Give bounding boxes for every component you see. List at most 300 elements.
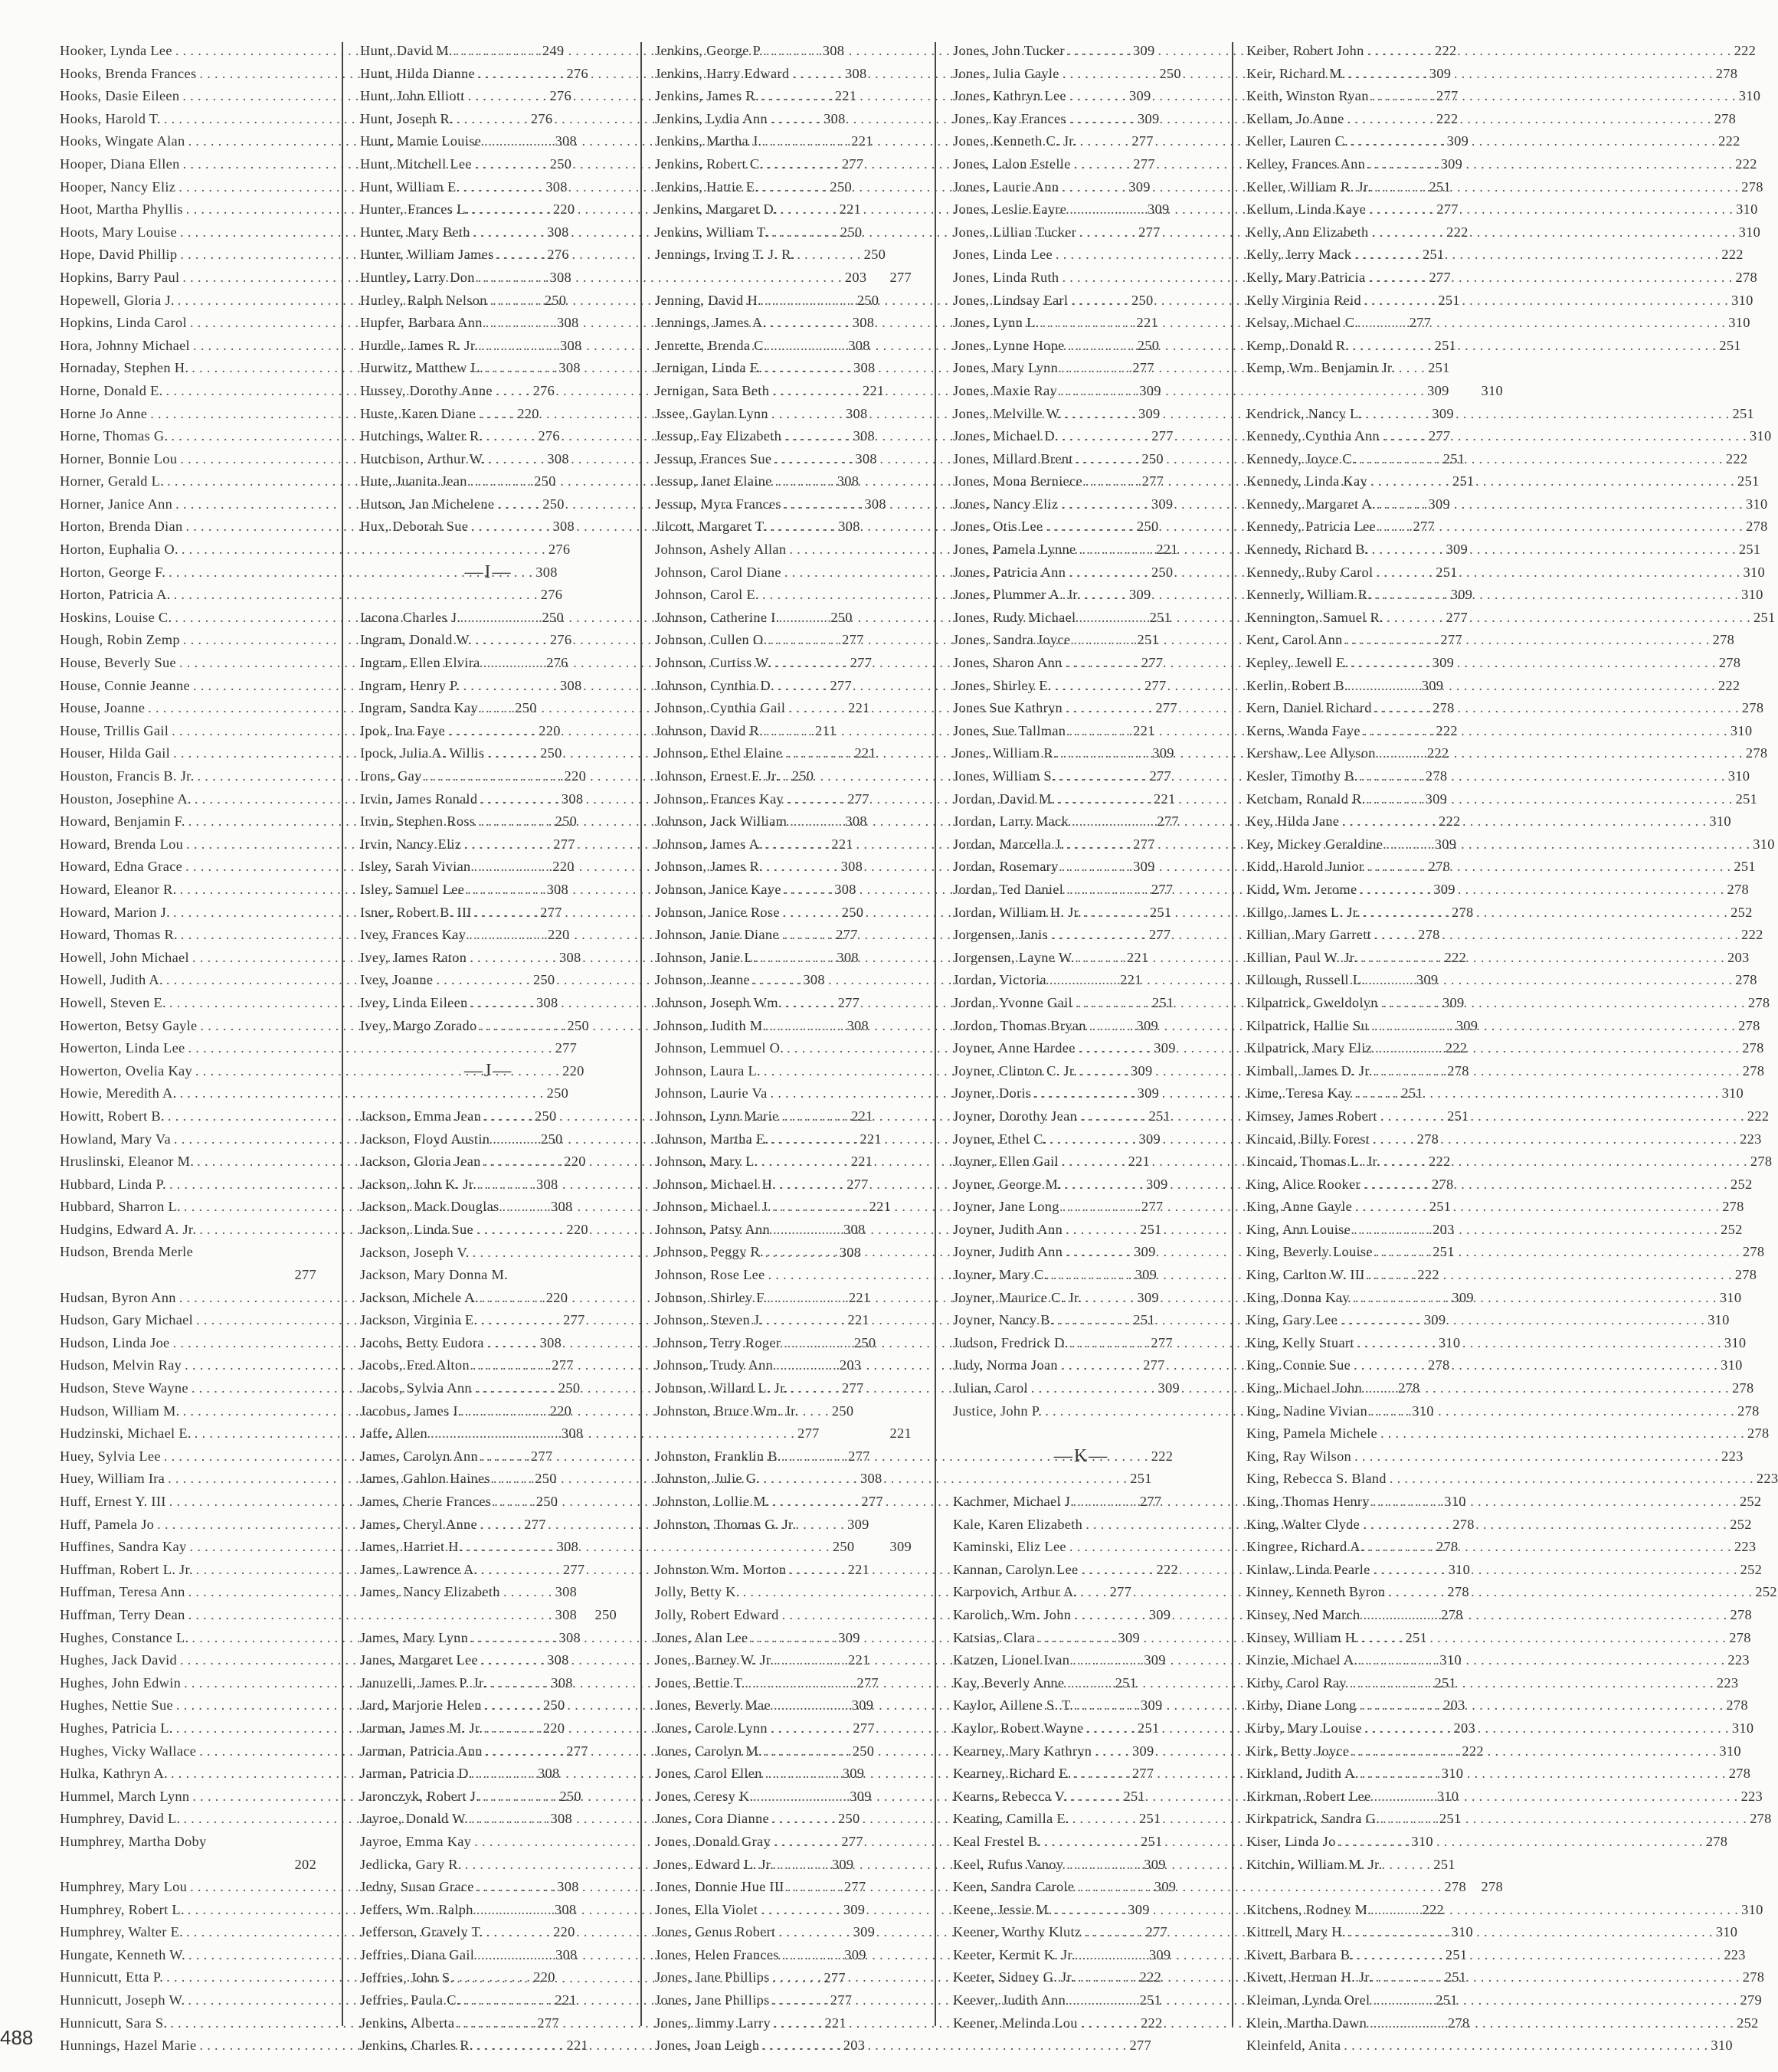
entry-page: 278 bbox=[1742, 1040, 1764, 1056]
entry-name: Jackson, Michele A. bbox=[360, 1289, 479, 1305]
entry-name: Hux, Deborah Sue bbox=[360, 519, 469, 535]
index-entry bbox=[60, 1060, 584, 1083]
entry-page: 250 bbox=[515, 700, 537, 716]
entry-name: Horne Jo Anne bbox=[60, 405, 148, 421]
entry-page: 309 bbox=[1146, 1176, 1168, 1192]
index-entry bbox=[1246, 470, 1760, 493]
entry-page: 278 bbox=[1714, 110, 1737, 126]
leader-dots bbox=[1354, 1332, 1724, 1355]
leader-dots bbox=[1370, 1128, 1740, 1151]
index-entry bbox=[1246, 607, 1776, 630]
index-entry bbox=[1246, 902, 1753, 925]
entry-page: 309 bbox=[1450, 587, 1473, 603]
leader-dots bbox=[1336, 1831, 1706, 1854]
entry-name: Jones, Beverly Mae bbox=[655, 1697, 771, 1714]
entry-page: 221 bbox=[860, 1131, 882, 1147]
entry-page: 308 bbox=[558, 360, 581, 376]
entry-name: Humphrey, Walter E. bbox=[60, 1924, 184, 1940]
entry-page: 203 bbox=[1727, 949, 1750, 965]
entry-name: Jacobs, Betty Eudora bbox=[360, 1334, 484, 1350]
entry-name: Klein, Martha Dawn bbox=[1246, 2015, 1367, 2031]
entry-name: Hunt, Mamie Louise bbox=[360, 133, 482, 149]
entry-name: Jedny, Susan Grace bbox=[360, 1879, 474, 1895]
entry-page: 309 bbox=[1132, 1743, 1154, 1759]
index-entry bbox=[1246, 1627, 1751, 1650]
entry-name: Joyner, Nancy B. bbox=[953, 1312, 1054, 1328]
entry-name: Johnson, Martha E. bbox=[655, 1131, 769, 1147]
entry-name: Isley, Samuel Lee bbox=[360, 881, 465, 897]
entry-name: Kinsey, William H. bbox=[1246, 1629, 1360, 1645]
index-entry bbox=[1246, 1944, 1746, 1967]
entry-name: Johnson, Jeanne bbox=[655, 972, 751, 988]
entry-name: Joyner, Ethel C. bbox=[953, 1131, 1047, 1147]
entry-page: 252 bbox=[1740, 1561, 1763, 1577]
entry-page: 220 bbox=[552, 201, 575, 218]
entry-page: 221 bbox=[566, 2038, 588, 2054]
entry-name: Kemp, Wm. Benjamin Jr. bbox=[1246, 360, 1396, 376]
index-entry bbox=[1246, 2012, 1759, 2035]
entry-name: Hopkins, Barry Paul bbox=[60, 269, 180, 285]
entry-name: Kaylor, Aillene S. T. bbox=[953, 1697, 1074, 1714]
entry-page: 250 bbox=[567, 1017, 590, 1033]
entry-page: 277 bbox=[555, 1040, 578, 1056]
entry-page: 250 bbox=[1137, 337, 1160, 353]
leader-dots bbox=[759, 2034, 1129, 2057]
entry-name: Jacobus, James I. bbox=[360, 1403, 462, 1419]
entry-name: Kennedy, Cynthia Ann bbox=[1246, 428, 1380, 444]
index-entry bbox=[1246, 584, 1763, 607]
leader-dots bbox=[1366, 788, 1736, 811]
entry-page: 223 bbox=[1740, 1131, 1762, 1147]
entry-name: Keir, Richard M. bbox=[1246, 65, 1346, 81]
entry-name: Jones, Ceresy K. bbox=[655, 1788, 754, 1804]
entry-name: Jennings, Irving T. J. R. bbox=[655, 247, 795, 263]
leader-dots bbox=[1349, 652, 1719, 675]
leader-dots bbox=[1349, 335, 1719, 358]
entry-page: 309 bbox=[1421, 677, 1444, 693]
entry-name: Jordan, Marcella J. bbox=[953, 836, 1065, 852]
entry-name: Jorgensen, Layne W. bbox=[953, 949, 1075, 965]
entry-name: Horton, Brenda Dian bbox=[60, 519, 183, 535]
entry-page: 308 bbox=[546, 881, 569, 897]
entry-name: Jones, Lynn L. bbox=[953, 315, 1040, 331]
entry-name: Hooper, Nancy Eliz bbox=[60, 178, 176, 195]
entry-page: 278 bbox=[1452, 904, 1474, 920]
entry-page: 309 bbox=[1432, 655, 1455, 671]
index-entry bbox=[1246, 40, 1757, 63]
entry-name: Hurley, Ralph Nelson bbox=[360, 292, 487, 308]
entry-name: Hubbard, Linda P. bbox=[60, 1176, 166, 1192]
entry-name: Jordan, Rosemary bbox=[953, 859, 1059, 875]
entry-name: Hopkins, Linda Carol bbox=[60, 315, 187, 331]
entry-name: King, Thomas Henry bbox=[1246, 1494, 1370, 1509]
entry-name: Hooper, Diana Ellen bbox=[60, 155, 180, 172]
entry-name: Hute, Juanita Jean bbox=[360, 473, 467, 489]
entry-name: Jolly, Betty K. bbox=[655, 1584, 740, 1600]
entry-name: Jones, Maxie Ray bbox=[953, 382, 1058, 398]
index-entry bbox=[1246, 425, 1772, 448]
leader-dots bbox=[1370, 1786, 1740, 1808]
entry-page: 308 bbox=[845, 813, 867, 830]
index-entry bbox=[1246, 1717, 1754, 1740]
entry-name: Kiser, Linda Jo bbox=[1246, 1833, 1336, 1849]
index-entry bbox=[1246, 1854, 1503, 1899]
entry-page: 309 bbox=[1128, 178, 1151, 195]
leader-dots bbox=[1378, 992, 1748, 1015]
entry-name: James, Carolyn Ann bbox=[360, 1448, 479, 1464]
entry-name: Kleinfeld, Anita bbox=[1246, 2038, 1341, 2054]
entry-name: Jones, Lillian Tucker bbox=[953, 224, 1077, 240]
entry-page: 222 bbox=[1718, 133, 1740, 149]
entry-page: 308 bbox=[556, 1539, 579, 1555]
entry-name: King, Ann Louise bbox=[1246, 1221, 1351, 1237]
entry-page: 308 bbox=[803, 972, 825, 988]
entry-name: Humphrey, Martha Doby bbox=[60, 1833, 207, 1849]
index-entry bbox=[1246, 1604, 1753, 1627]
leader-dots bbox=[1369, 85, 1739, 108]
entry-name: Johnson, Ethel Elaine bbox=[655, 745, 783, 761]
entry-name: Johnson, Carol Diane bbox=[655, 564, 781, 580]
entry-name: Keller, William R. Jr. bbox=[1246, 178, 1372, 195]
index-entry bbox=[1246, 1354, 1743, 1377]
entry-page: 310 bbox=[1731, 292, 1753, 308]
entry-name: Katsias, Clara bbox=[953, 1629, 1036, 1645]
entry-name: Kincaid, Thomas L. Jr. bbox=[1246, 1154, 1380, 1170]
index-entry bbox=[360, 1422, 820, 1445]
entry-name: Kerlin, Robert B. bbox=[1246, 677, 1348, 693]
entry-name: Jones, Ella Violet bbox=[655, 1901, 758, 1917]
entry-page: 309 bbox=[1154, 1040, 1176, 1056]
leader-dots bbox=[1365, 267, 1735, 290]
index-entry bbox=[1246, 833, 1775, 856]
entry-page: 222 bbox=[1741, 927, 1763, 943]
entry-name: Jenkins, Harry Edward bbox=[655, 65, 790, 81]
entry-page: 277 bbox=[562, 1561, 585, 1577]
entry-name: Johnson, Curtiss W. bbox=[655, 655, 771, 671]
entry-page: 222 bbox=[1721, 247, 1744, 263]
entry-name: Hudson, Steve Wayne bbox=[60, 1380, 188, 1396]
index-entry bbox=[1246, 1082, 1744, 1105]
entry-page: 278 bbox=[1715, 65, 1738, 81]
entry-page: 310 bbox=[1438, 1334, 1461, 1350]
entry-page: 277 bbox=[1141, 473, 1164, 489]
entry-name: James, Mary Lynn bbox=[360, 1629, 469, 1645]
entry-name: Hooks, Wingate Alan bbox=[60, 133, 185, 149]
entry-name: Joyner, Anne Hardee bbox=[953, 1040, 1076, 1056]
entry-page: 220 bbox=[545, 1289, 568, 1305]
index-entry bbox=[1246, 1309, 1730, 1332]
index-entry bbox=[1246, 221, 1761, 244]
entry-name: Kendrick, Nancy L. bbox=[1246, 405, 1363, 421]
entry-page: 250 bbox=[542, 609, 564, 625]
entry-page: 223 bbox=[1721, 1448, 1744, 1464]
entry-page: 309 bbox=[1434, 836, 1457, 852]
entry-page: 308 bbox=[834, 881, 856, 897]
entry-page: 220 bbox=[548, 927, 570, 943]
leader-dots bbox=[1380, 1808, 1750, 1831]
entry-name: Kingree, Richard A. bbox=[1246, 1539, 1364, 1555]
index-entry bbox=[953, 1876, 1466, 1899]
leader-dots bbox=[1339, 810, 1709, 833]
index-entry bbox=[1246, 1831, 1728, 1854]
entry-name: Hughes, Patricia L. bbox=[60, 1720, 173, 1736]
entry-name: Horton, George F. bbox=[60, 564, 166, 580]
index-entry bbox=[1246, 1786, 1763, 1808]
entry-page: 250 bbox=[856, 292, 879, 308]
entry-page: 278 bbox=[1742, 1062, 1765, 1079]
entry-page: 222 bbox=[1445, 1040, 1468, 1056]
entry-name: House, Trillis Gail bbox=[60, 722, 169, 738]
entry-name: Jones, Rudy Michael bbox=[953, 609, 1076, 625]
entry-name: Jackson, Linda Sue bbox=[360, 1221, 473, 1237]
entry-page: 277 bbox=[848, 1448, 870, 1464]
entry-page: 309 bbox=[1429, 65, 1452, 81]
entry-name: Hughes, Constance L. bbox=[60, 1629, 189, 1645]
leader-dots bbox=[1369, 538, 1739, 561]
entry-page: 310 bbox=[1721, 1357, 1743, 1373]
entry-page: 278 bbox=[1747, 994, 1770, 1010]
entry-name: Hunter, William James bbox=[360, 247, 494, 263]
entry-page: 251 bbox=[1434, 1674, 1456, 1691]
leader-dots bbox=[1371, 176, 1741, 199]
entry-name: Jarman, Patricia D. bbox=[360, 1766, 473, 1782]
leader-dots bbox=[1376, 516, 1746, 538]
entry-page: 278 bbox=[1447, 2015, 1470, 2031]
entry-name: James, Harriet H. bbox=[360, 1539, 463, 1555]
entry-page: 221 bbox=[834, 88, 857, 104]
entry-page: 249 bbox=[542, 43, 565, 58]
entry-name: Kennedy, Ruby Carol bbox=[1246, 564, 1374, 580]
index-entry bbox=[1246, 290, 1753, 313]
leader-dots bbox=[1352, 1196, 1722, 1219]
entry-page: 276 bbox=[549, 632, 572, 648]
entry-page: 277 bbox=[1409, 315, 1432, 331]
entry-page: 308 bbox=[554, 1901, 577, 1917]
entry-page: 251 bbox=[1115, 1674, 1138, 1691]
entry-name: Hupfer, Barbara Ann bbox=[360, 315, 483, 331]
entry-name: Kellam, Jo Anne bbox=[1246, 110, 1344, 126]
entry-name: Jones, Laurie Ann bbox=[953, 178, 1059, 195]
entry-page: 309 bbox=[1425, 791, 1448, 807]
entry-name: Keever, Judith Ann bbox=[953, 1992, 1066, 2008]
entry-name: Kesler, Timothy B. bbox=[1246, 768, 1358, 784]
entry-page: 278 bbox=[1481, 1879, 1503, 1895]
entry-page: 251 bbox=[1139, 1992, 1162, 2008]
entry-name: Hubbard, Sharron L. bbox=[60, 1199, 181, 1215]
entry-name: Jones, John Tucker bbox=[953, 43, 1065, 58]
index-entry bbox=[1246, 493, 1768, 516]
entry-name: Jackson, Emma Jean bbox=[360, 1108, 482, 1124]
leader-dots bbox=[1373, 1966, 1743, 1989]
entry-page: 308 bbox=[560, 337, 582, 353]
index-entry bbox=[1246, 947, 1750, 970]
entry-name: Ingram, Donald W. bbox=[360, 632, 473, 648]
entry-page: 250 bbox=[1141, 450, 1164, 466]
entry-name: Kinlaw, Linda Pearle bbox=[1246, 1561, 1370, 1577]
entry-page: 250 bbox=[535, 1471, 557, 1487]
entry-name: Jenkins, Margaret D. bbox=[655, 201, 778, 218]
entry-name: Jarman, James M. Jr. bbox=[360, 1720, 483, 1736]
entry-name: Hooks, Dasie Eileen bbox=[60, 88, 180, 104]
entry-name: Jenkins, Charles R. bbox=[360, 2038, 473, 2054]
entry-page: 277 bbox=[856, 1674, 879, 1691]
leader-dots bbox=[1364, 856, 1734, 879]
entry-name: Hughes, Jack David bbox=[60, 1652, 178, 1668]
index-entry bbox=[1246, 1763, 1751, 1786]
entry-page: 278 bbox=[1712, 632, 1735, 648]
entry-name: Jordan, Ted Daniel bbox=[953, 881, 1064, 897]
entry-name: Kidd, Harold Junior bbox=[1246, 859, 1364, 875]
entry-page: 308 bbox=[555, 1606, 578, 1622]
entry-name: Jones, Julia Gayle bbox=[953, 65, 1059, 81]
entry-name: King, Pamela Michele bbox=[1246, 1426, 1377, 1442]
entry-page: 221 bbox=[850, 1154, 873, 1170]
entry-page: 278 bbox=[1726, 1697, 1748, 1714]
entry-name: Huffman, Teresa Ann bbox=[60, 1584, 185, 1600]
entry-name: Killgo, James L. Jr. bbox=[1246, 904, 1361, 920]
entry-page: 251 bbox=[1434, 337, 1457, 353]
index-entry bbox=[60, 1604, 578, 1627]
index-entry bbox=[1246, 1332, 1747, 1355]
entry-page: 203 bbox=[843, 2038, 866, 2054]
entry-name: Jones, Sharon Ann bbox=[953, 655, 1063, 671]
entry-name: Keener, Worthy Klutz bbox=[953, 1924, 1082, 1940]
leader-dots bbox=[1362, 1717, 1732, 1740]
entry-name: Kennedy, Richard B. bbox=[1246, 542, 1369, 558]
index-entry bbox=[1246, 992, 1770, 1015]
leader-dots bbox=[1365, 1264, 1735, 1287]
leader-dots bbox=[1385, 1581, 1755, 1604]
entry-page: 276 bbox=[538, 428, 560, 444]
entry-name: House, Connie Jeanne bbox=[60, 677, 190, 693]
leader-dots bbox=[1348, 675, 1718, 698]
leader-dots bbox=[1383, 833, 1753, 856]
entry-page: 220 bbox=[566, 1221, 588, 1237]
entry-page: 250 bbox=[838, 1811, 860, 1827]
entry-page: 221 bbox=[1154, 791, 1176, 807]
leader-dots bbox=[1376, 493, 1746, 516]
entry-page: 222 bbox=[1717, 677, 1740, 693]
entry-page: 222 bbox=[1151, 1448, 1174, 1464]
entry-page: 251 bbox=[1719, 337, 1741, 353]
entry-page: 308 bbox=[555, 133, 578, 149]
entry-name: Hudgins, Edward A. Jr. bbox=[60, 1221, 197, 1237]
entry-name: Jones, Patricia Ann bbox=[953, 564, 1066, 580]
entry-name: Hunt, Joseph R. bbox=[360, 110, 454, 126]
entry-name: Jones Sue Kathryn bbox=[953, 700, 1063, 716]
entry-page: 220 bbox=[539, 722, 561, 738]
entry-name: Hora, Johnny Michael bbox=[60, 337, 190, 353]
index-entry bbox=[1246, 153, 1757, 176]
entry-name: Howard, Marion J. bbox=[60, 904, 171, 920]
entry-page: 250 bbox=[831, 1403, 854, 1419]
entry-name: Jones, Genus Robert bbox=[655, 1924, 776, 1940]
entry-name: Humphrey, Mary Lou bbox=[60, 1879, 188, 1895]
entry-name: Jenkins, Robert C. bbox=[655, 155, 764, 172]
entry-page: 309 bbox=[853, 1924, 876, 1940]
entry-name: Howland, Mary Va bbox=[60, 1131, 171, 1147]
entry-page: 309 bbox=[1128, 587, 1151, 603]
entry-page: 279 bbox=[1740, 1992, 1763, 2008]
index-entry bbox=[1246, 1196, 1744, 1219]
entry-name: Kilpatrick, Mary Eliz bbox=[1246, 1040, 1373, 1056]
entry-page: 250 bbox=[853, 1334, 876, 1350]
entry-name: Kepley, Jewell E. bbox=[1246, 655, 1349, 671]
leader-dots bbox=[1370, 1989, 1740, 2012]
leader-dots bbox=[1380, 1151, 1750, 1173]
entry-page: 222 bbox=[1426, 745, 1449, 761]
entry-page: 277 bbox=[294, 1267, 316, 1283]
entry-page: 308 bbox=[547, 1652, 569, 1668]
index-entry bbox=[1246, 1400, 1760, 1423]
entry-page: 277 bbox=[1133, 155, 1155, 172]
entry-page: 221 bbox=[1156, 542, 1178, 558]
entry-page: 308 bbox=[559, 949, 581, 965]
entry-name: Ivey, Frances Kay bbox=[360, 927, 467, 943]
entry-page: 278 bbox=[1441, 1606, 1463, 1622]
entry-page: 277 bbox=[1413, 519, 1435, 535]
entry-name: Hunnicutt, Joseph W. bbox=[60, 1992, 185, 2008]
entry-page: 250 bbox=[535, 1494, 558, 1509]
entry-name: Iacona Charles J. bbox=[360, 609, 461, 625]
entry-name: Johnson, James A. bbox=[655, 836, 763, 852]
entry-page: 250 bbox=[559, 1788, 581, 1804]
entry-page: 277 bbox=[847, 791, 869, 807]
index-entry bbox=[1246, 810, 1731, 833]
entry-name: Johnson, Peggy R. bbox=[655, 1244, 765, 1260]
entry-page: 250 bbox=[840, 224, 863, 240]
index-entry bbox=[60, 561, 558, 584]
index-entry bbox=[60, 584, 563, 607]
entry-name: Hruslinski, Eleanor M. bbox=[60, 1154, 195, 1170]
entry-page: 221 bbox=[1133, 722, 1155, 738]
entry-name: Jenkins, William T. bbox=[655, 224, 768, 240]
index-entry bbox=[360, 1581, 617, 1626]
entry-page: 222 bbox=[1156, 1561, 1178, 1577]
entry-page: 278 bbox=[1428, 1357, 1450, 1373]
entry-name: Julian, Carol bbox=[953, 1380, 1028, 1396]
entry-name: King, Anne Gayle bbox=[1246, 1199, 1353, 1215]
entry-page: 250 bbox=[841, 904, 864, 920]
entry-name: Hopewell, Gloria J. bbox=[60, 292, 175, 308]
entry-page: 277 bbox=[830, 1992, 853, 2008]
entry-page: 222 bbox=[1422, 1901, 1444, 1917]
index-entry bbox=[655, 1445, 1174, 1468]
entry-name: Howard, Brenda Lou bbox=[60, 836, 184, 852]
index-entry bbox=[1246, 1105, 1770, 1128]
entry-page: 222 bbox=[1417, 1267, 1439, 1283]
leader-dots bbox=[1373, 1241, 1743, 1264]
entry-name: Johnston, Franklin B. bbox=[655, 1448, 781, 1464]
entry-page: 250 bbox=[534, 473, 556, 489]
entry-name: Kannan, Carolyn Lee bbox=[953, 1561, 1079, 1577]
entry-name: James, Lawrence A. bbox=[360, 1561, 478, 1577]
entry-page: 250 bbox=[830, 609, 853, 625]
entry-page: 277 bbox=[1151, 1334, 1173, 1350]
entry-name: Houser, Hilda Gail bbox=[60, 745, 171, 761]
entry-page: 276 bbox=[547, 247, 569, 263]
entry-page: 310 bbox=[1441, 1766, 1464, 1782]
entry-page: 251 bbox=[1139, 1811, 1161, 1827]
entry-name: Jones, Nancy Eliz bbox=[953, 496, 1059, 512]
entry-name: Jackson, Mack Douglas bbox=[360, 1199, 499, 1215]
entry-name: Jones, Donald Gray bbox=[655, 1833, 771, 1849]
entry-name: Jedlicka, Gary R. bbox=[360, 1856, 462, 1872]
entry-page: 308 bbox=[545, 178, 568, 195]
entry-page: 223 bbox=[1716, 1674, 1739, 1691]
entry-page: 221 bbox=[824, 2015, 846, 2031]
index-entry bbox=[1246, 924, 1763, 947]
